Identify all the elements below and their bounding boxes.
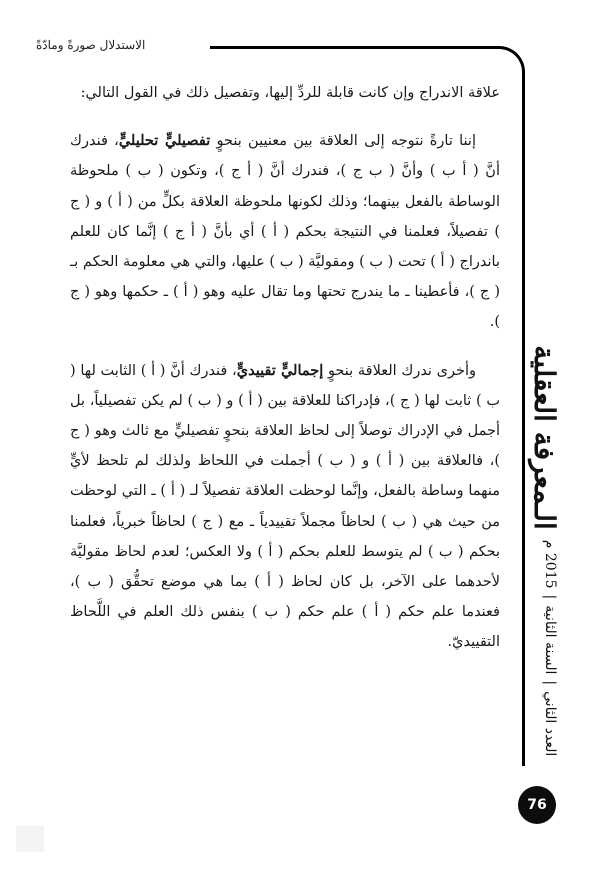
running-title: الاستدلال صورةً ومادّةً <box>36 38 146 52</box>
scan-mark <box>16 826 44 852</box>
paragraph-3 <box>70 356 500 658</box>
paragraph-1: علاقة الاندراج وإن كانت قابلة للردِّ إليها، وتفصيل ذلك في القول التالي: <box>80 85 500 101</box>
issue-text <box>542 539 558 755</box>
journal-logo <box>516 344 572 530</box>
separator: | <box>542 679 558 685</box>
separator: | <box>542 594 558 599</box>
body-text <box>70 78 500 658</box>
issue-label: العدد الثاني <box>542 690 558 756</box>
paragraph-2-lead: إننا تارةً نتوجه إلى العلاقة بين معنيين بنحوٍ <box>216 133 476 150</box>
page-number: 76 <box>518 786 556 824</box>
issue-info <box>540 515 560 780</box>
paragraph-2 <box>70 126 500 337</box>
journal-name: الـمعرفة العقلية <box>527 344 561 530</box>
paragraph-2-emphasis: تفصيليٍّ تحليليٍّ <box>118 132 211 150</box>
year-label: السنة الثانية <box>542 604 558 674</box>
paragraph-3-lead: وأخرى ندرك العلاقة بنحوٍ <box>327 362 476 379</box>
paragraph-3-emphasis: إجماليٍّ تقييديٍّ <box>236 361 324 379</box>
paragraph-2-rest: ، فندرك أنَّ ( أ ب ) وأنَّ ( ب ج )، فندرك أنَّ ( أ ج )، وتكون ( ب ) ملحوظة الوساطة بالفعل بينهما؛ وذلك لكونها ملحوظة العلاقة بكلٍّ من ( أ ) و ( ج ) تفصيلاً، فعلمنا في النتيجة بحكم ( أ ) أي بأنَّ ( أ ج ) إنَّما كان للعلم باندراج ( أ ) تحت ( ب ) ومقوليَّة ( ب ) عليها، والتي هي معلومة الحكم بـ ( ج )، فأعطينا ـ ما يندرج تحتها وما تقال عليه وهو ( أ ) ـ حكمها وهو ( ج ). <box>70 133 500 331</box>
paragraph-3-rest: ، فندرك أنَّ ( أ ) الثابت لها ( ب ) ثابت لها ( ج )، فإدراكنا للعلاقة بين ( أ ) و ( ب ) لم يكن تفصيلياً، بل أجمل في الإدراك توصلاً إلى لحاظ العلاقة بنحوٍ تفصيليٍّ مع ثالث وهو ( ج )، فالعلاقة بين ( أ ) و ( ب ) أجملت في اللحاظ ولذلك لم تلحظ لأيٍّ منهما وساطة بالفعل، وإنَّما لوحظت العلاقة تفصيلاً لـ ( أ ) ـ التي لوحظت من حيث هي ( ب ) لحاظاً مجملاً تقييدياً ـ مع ( ج ) لحاظاً خبرياً، فعلمنا بحكم ( ب ) لم يتوسط للعلم بحكم ( أ ) ولا العكس؛ لعدم لحاظ مقوليَّة لأحدهما على الآخر، بل كان لحاظ ( أ ) بما هي موضع تحقُّق ( ب )، فعندما علم حكم ( أ ) علم حكم ( ب ) بنفس ذلك العلم في اللَّحاظ التقييديّ. <box>70 362 500 651</box>
header-rule-corner <box>497 46 525 86</box>
header-rule <box>210 46 500 49</box>
date-label: 2015 م <box>542 539 558 589</box>
